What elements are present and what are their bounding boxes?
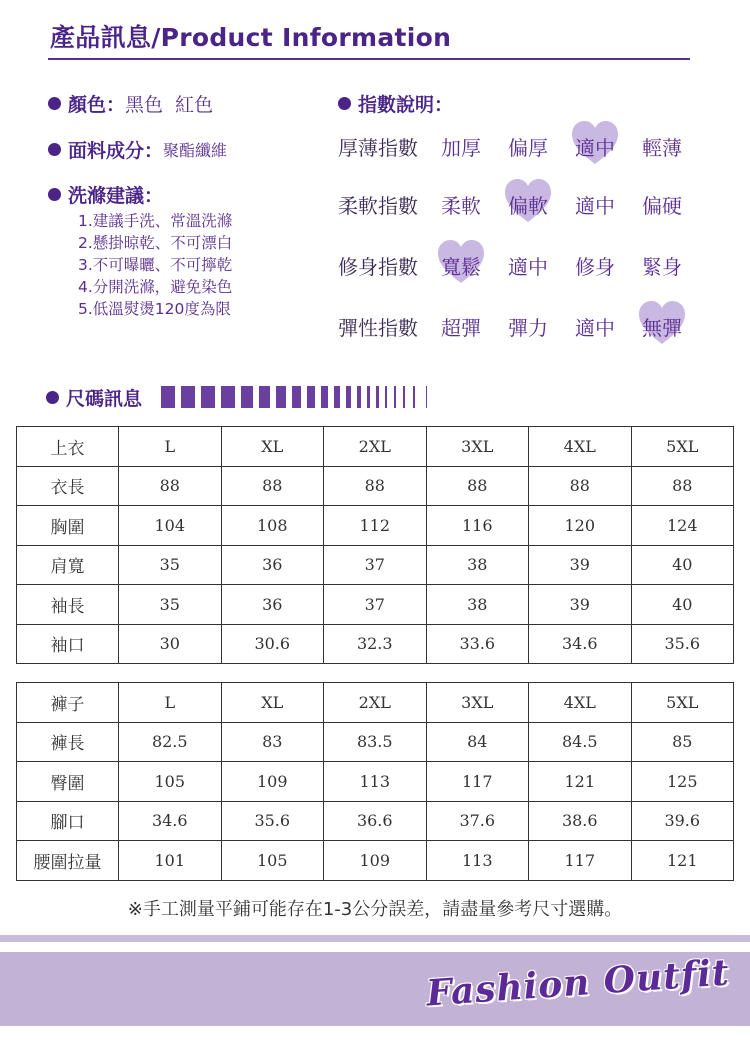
row-label-cell: 腰圍拉量 — [17, 841, 119, 881]
index-option — [498, 312, 558, 341]
table-cell: 30.6 — [221, 624, 324, 664]
index-option-label: 加厚 — [441, 136, 481, 160]
table-row — [17, 585, 734, 625]
table-cell: 39 — [529, 545, 632, 585]
table-cell: 117 — [426, 762, 529, 802]
table-cell: 88 — [324, 466, 427, 506]
table-cell: 104 — [119, 506, 222, 546]
index-option-label: 偏厚 — [508, 136, 548, 160]
index-heading — [338, 90, 453, 117]
washing-item: 2.懸掛晾乾、不可漂白 — [78, 234, 233, 252]
top-size-table — [16, 426, 734, 664]
table-cell: 3XL — [426, 683, 529, 723]
table-cell: 105 — [221, 841, 324, 881]
washing-info — [48, 181, 163, 208]
table-cell: 37 — [324, 585, 427, 625]
washing-label: 洗滌建議： — [68, 185, 164, 207]
index-option — [632, 251, 692, 280]
table-header-row — [17, 427, 734, 467]
index-row — [338, 302, 698, 346]
table-row — [17, 801, 734, 841]
table-cell: 40 — [631, 545, 734, 585]
index-name: 柔軟指數 — [338, 194, 418, 218]
table-cell: 88 — [529, 466, 632, 506]
table-cell: 124 — [631, 506, 734, 546]
index-option-selected — [632, 312, 692, 341]
table-cell: 3XL — [426, 427, 529, 467]
table-cell: 112 — [324, 506, 427, 546]
index-option — [632, 132, 692, 161]
bullet-icon — [48, 188, 61, 201]
washing-item: 4.分開洗滌，避免染色 — [78, 278, 233, 296]
table-cell: 108 — [221, 506, 324, 546]
table-cell: 35.6 — [221, 801, 324, 841]
fabric-label: 面料成分： — [68, 140, 164, 162]
row-label-cell: 腳口 — [17, 801, 119, 841]
index-row — [338, 241, 698, 285]
table-cell: 88 — [631, 466, 734, 506]
table-cell: 84 — [426, 722, 529, 762]
bullet-icon — [46, 391, 59, 404]
table-cell: 117 — [529, 841, 632, 881]
table-cell: L — [119, 427, 222, 467]
table-cell: 85 — [631, 722, 734, 762]
table-cell: 36 — [221, 585, 324, 625]
table-cell: 30 — [119, 624, 222, 664]
index-option-label: 柔軟 — [441, 194, 481, 218]
index-option — [498, 132, 558, 161]
index-option-label: 適中 — [508, 255, 548, 279]
table-cell: 39 — [529, 585, 632, 625]
table-cell: 38 — [426, 545, 529, 585]
table-cell: 121 — [631, 841, 734, 881]
table-cell: 105 — [119, 762, 222, 802]
washing-item: 5.低溫熨燙120度為限 — [78, 300, 231, 318]
index-option — [431, 132, 491, 161]
table-cell: 2XL — [324, 683, 427, 723]
measurement-note: ※手工測量平鋪可能存在1-3公分誤差，請盡量參考尺寸選購。 — [127, 899, 623, 920]
table-cell: 36.6 — [324, 801, 427, 841]
size-label: 尺碼訊息 — [66, 388, 143, 410]
table-cell: XL — [221, 683, 324, 723]
table-cell: 109 — [221, 762, 324, 802]
table-cell: 35.6 — [631, 624, 734, 664]
table-cell: 4XL — [529, 683, 632, 723]
table-cell: 4XL — [529, 427, 632, 467]
index-option — [431, 190, 491, 219]
table-cell: 121 — [529, 762, 632, 802]
index-option-selected — [565, 132, 625, 161]
row-label-cell: 袖長 — [17, 585, 119, 625]
table-cell: 113 — [324, 762, 427, 802]
table-row — [17, 841, 734, 881]
table-row — [17, 624, 734, 664]
index-option-label: 輕薄 — [642, 136, 682, 160]
table-cell: 39.6 — [631, 801, 734, 841]
washing-item: 1.建議手洗、常溫洗滌 — [78, 212, 233, 230]
index-option — [565, 312, 625, 341]
table-cell: 36 — [221, 545, 324, 585]
index-row — [338, 180, 698, 224]
row-label-cell: 袖口 — [17, 624, 119, 664]
index-option-label: 無彈 — [642, 316, 682, 340]
index-option-label: 適中 — [575, 316, 615, 340]
row-label-cell: 褲子 — [17, 683, 119, 723]
index-label: 指數說明： — [358, 94, 454, 116]
index-option-label: 緊身 — [642, 255, 682, 279]
row-label-cell: 胸圍 — [17, 506, 119, 546]
table-cell: 32.3 — [324, 624, 427, 664]
table-cell: 37 — [324, 545, 427, 585]
row-label-cell: 臀圍 — [17, 762, 119, 802]
table-cell: 109 — [324, 841, 427, 881]
table-cell: 40 — [631, 585, 734, 625]
brand-logo: Fashion Outfit — [425, 951, 732, 1015]
row-label-cell: 上衣 — [17, 427, 119, 467]
table-cell: 83.5 — [324, 722, 427, 762]
table-row — [17, 545, 734, 585]
index-option-label: 偏硬 — [642, 194, 682, 218]
table-cell: 83 — [221, 722, 324, 762]
washing-list — [78, 210, 232, 320]
bullet-icon — [48, 143, 61, 156]
index-option — [431, 312, 491, 341]
index-option-label: 彈力 — [508, 316, 548, 340]
index-name: 修身指數 — [338, 255, 418, 279]
table-cell: 34.6 — [529, 624, 632, 664]
table-cell: 38.6 — [529, 801, 632, 841]
table-row — [17, 466, 734, 506]
row-label-cell: 肩寬 — [17, 545, 119, 585]
color-label: 顏色： — [68, 94, 126, 116]
table-cell: 101 — [119, 841, 222, 881]
fabric-info — [48, 136, 227, 163]
table-cell: 38 — [426, 585, 529, 625]
index-option — [632, 190, 692, 219]
table-cell: 88 — [119, 466, 222, 506]
table-cell: 88 — [221, 466, 324, 506]
index-name: 厚薄指數 — [338, 136, 418, 160]
index-row — [338, 122, 698, 166]
table-cell: 116 — [426, 506, 529, 546]
row-label-cell: 褲長 — [17, 722, 119, 762]
table-row — [17, 722, 734, 762]
table-cell: 33.6 — [426, 624, 529, 664]
table-row — [17, 762, 734, 802]
index-option-selected — [431, 251, 491, 280]
color-value: 黑色 紅色 — [125, 94, 214, 116]
index-option-label: 適中 — [575, 194, 615, 218]
bullet-icon — [338, 97, 351, 110]
index-option-selected — [498, 190, 558, 219]
index-option — [565, 190, 625, 219]
pants-size-table — [16, 682, 734, 881]
index-option-label: 修身 — [575, 255, 615, 279]
table-row — [17, 506, 734, 546]
bullet-icon — [48, 97, 61, 110]
table-cell: XL — [221, 427, 324, 467]
index-option-label: 偏軟 — [508, 194, 548, 218]
page-title: 產品訊息/Product Information — [50, 23, 452, 52]
table-cell: 2XL — [324, 427, 427, 467]
table-cell: 125 — [631, 762, 734, 802]
washing-item: 3.不可曝曬、不可擰乾 — [78, 256, 233, 274]
table-cell: 35 — [119, 585, 222, 625]
table-cell: 82.5 — [119, 722, 222, 762]
table-cell: 35 — [119, 545, 222, 585]
table-cell: 113 — [426, 841, 529, 881]
table-cell: 88 — [426, 466, 529, 506]
index-option-label: 超彈 — [441, 316, 481, 340]
index-option-label: 寬鬆 — [441, 255, 481, 279]
index-option — [565, 251, 625, 280]
table-cell: 34.6 — [119, 801, 222, 841]
title-divider — [48, 58, 690, 60]
table-cell: 120 — [529, 506, 632, 546]
table-cell: 5XL — [631, 683, 734, 723]
index-name: 彈性指數 — [338, 316, 418, 340]
table-cell: L — [119, 683, 222, 723]
table-header-row — [17, 683, 734, 723]
index-option — [498, 251, 558, 280]
row-label-cell: 衣長 — [17, 466, 119, 506]
footer-stripe — [0, 935, 750, 942]
table-cell: 84.5 — [529, 722, 632, 762]
size-heading — [46, 384, 142, 411]
color-info — [48, 90, 213, 117]
index-option-label: 適中 — [575, 136, 615, 160]
fabric-value: 聚酯纖維 — [163, 141, 228, 160]
table-cell: 5XL — [631, 427, 734, 467]
table-cell: 37.6 — [426, 801, 529, 841]
